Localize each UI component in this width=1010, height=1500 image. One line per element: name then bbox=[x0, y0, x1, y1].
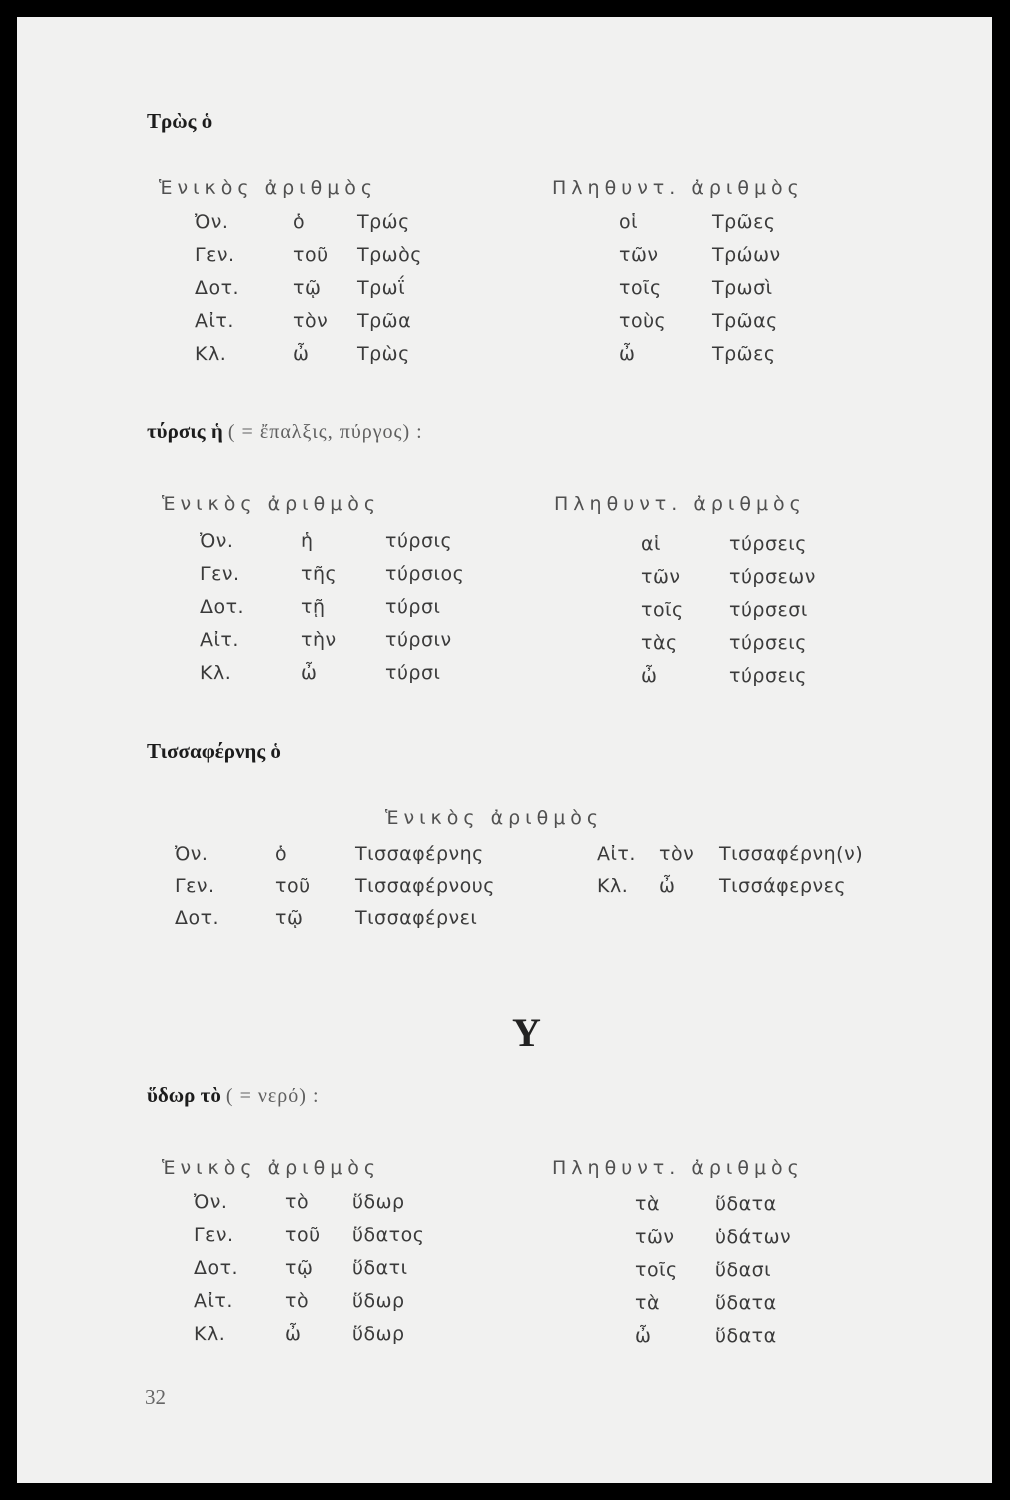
word-form: ὕδατι bbox=[352, 1257, 408, 1279]
word-form: τύρσι bbox=[385, 596, 441, 618]
case-label: Αἰτ. bbox=[194, 1290, 233, 1312]
word-form: Τισσαφέρνει bbox=[355, 907, 478, 929]
word-form: τύρσις bbox=[385, 530, 453, 552]
entry-headword: τύρσις ἡ bbox=[147, 419, 223, 443]
book-page bbox=[17, 17, 992, 1483]
case-label: Δοτ. bbox=[200, 596, 245, 618]
word-form: Τισσαφέρνους bbox=[355, 875, 495, 897]
singular-header: Ἑνικὸς ἀριθμὸς bbox=[162, 1157, 381, 1179]
case-label: Ὀν. bbox=[195, 211, 229, 233]
word-form: Τρωὸς bbox=[357, 244, 422, 266]
case-label: Ὀν. bbox=[175, 843, 209, 865]
article: ἡ bbox=[301, 530, 314, 552]
article: ὁ bbox=[275, 843, 288, 865]
word-form: ὕδατα bbox=[715, 1325, 777, 1347]
word-form: ὕδατα bbox=[715, 1193, 777, 1215]
word-form: Τισσαφέρνης bbox=[355, 843, 484, 865]
case-label: Δοτ. bbox=[175, 907, 220, 929]
singular-header: Ἑνικὸς ἀριθμὸς bbox=[159, 177, 378, 199]
entry-headword: Τισσαφέρνης ὁ bbox=[147, 739, 281, 763]
article: τὰ bbox=[635, 1193, 660, 1215]
word-form: Τρωσὶ bbox=[712, 277, 773, 299]
article: ὁ bbox=[293, 211, 306, 233]
case-label: Δοτ. bbox=[195, 277, 240, 299]
word-form: ὕδατα bbox=[715, 1292, 777, 1314]
case-label: Γεν. bbox=[200, 563, 240, 585]
article: τῇ bbox=[301, 596, 326, 618]
article: ὦ bbox=[641, 665, 658, 687]
article: τὰ bbox=[635, 1292, 660, 1314]
article: ὦ bbox=[301, 662, 318, 684]
case-label: Κλ. bbox=[597, 875, 629, 897]
word-form: ὕδωρ bbox=[352, 1323, 405, 1345]
plural-header: Πληθυντ. ἀριθμὸς bbox=[554, 493, 806, 515]
word-form: τύρσεις bbox=[729, 533, 807, 555]
article: τοῖς bbox=[635, 1259, 678, 1281]
case-label: Κλ. bbox=[195, 343, 227, 365]
plural-header: Πληθυντ. ἀριθμὸς bbox=[552, 1157, 804, 1179]
article: ὦ bbox=[659, 875, 676, 897]
word-form: ὕδασι bbox=[715, 1259, 772, 1281]
case-label: Ὀν. bbox=[194, 1191, 228, 1213]
article: τοῦ bbox=[293, 244, 329, 266]
word-form: τύρσεις bbox=[729, 632, 807, 654]
word-form: Τρῶες bbox=[712, 211, 776, 233]
word-form: τύρσεις bbox=[729, 665, 807, 687]
article: ὦ bbox=[293, 343, 310, 365]
case-label: Αἰτ. bbox=[195, 310, 234, 332]
entry-headword: ὕδωρ τὸ bbox=[147, 1083, 221, 1107]
case-label: Ὀν. bbox=[200, 530, 234, 552]
case-label: Αἰτ. bbox=[200, 629, 239, 651]
word-form: Τρῶας bbox=[712, 310, 778, 332]
entry-headline bbox=[147, 419, 423, 444]
case-label: Κλ. bbox=[200, 662, 232, 684]
article: τὴν bbox=[301, 629, 337, 651]
article: τῆς bbox=[301, 563, 338, 585]
article: αἱ bbox=[641, 533, 661, 555]
article: τοὺς bbox=[619, 310, 667, 332]
entry-headline bbox=[147, 1083, 320, 1108]
word-form: ὕδωρ bbox=[352, 1191, 405, 1213]
article: τῶν bbox=[641, 566, 681, 588]
article: ὦ bbox=[635, 1325, 652, 1347]
article: τῶν bbox=[635, 1226, 675, 1248]
article: τῶν bbox=[619, 244, 659, 266]
word-form: Τρώων bbox=[712, 244, 781, 266]
section-letter: Υ bbox=[512, 1010, 541, 1055]
article: τὸν bbox=[659, 843, 695, 865]
article: τοῖς bbox=[641, 599, 684, 621]
page-number: 32 bbox=[145, 1385, 166, 1409]
word-form: Τισσάφερνες bbox=[719, 875, 847, 897]
word-form: τύρσι bbox=[385, 662, 441, 684]
word-form: ὕδωρ bbox=[352, 1290, 405, 1312]
article: οἱ bbox=[619, 211, 639, 233]
entry-gloss: ( = ἔπαλξις, πύργος) : bbox=[227, 421, 423, 443]
word-form: Τρώς bbox=[357, 211, 410, 233]
plural-header: Πληθυντ. ἀριθμὸς bbox=[552, 177, 804, 199]
article: τὸν bbox=[293, 310, 329, 332]
word-form: τύρσεσι bbox=[729, 599, 808, 621]
entry-gloss: ( = νερό) : bbox=[225, 1085, 320, 1107]
case-label: Αἰτ. bbox=[597, 843, 636, 865]
singular-header: Ἑνικὸς ἀριθμὸς bbox=[385, 807, 604, 829]
word-form: τύρσιος bbox=[385, 563, 465, 585]
word-form: Τρῶα bbox=[357, 310, 412, 332]
article: τοῦ bbox=[285, 1224, 321, 1246]
case-label: Γεν. bbox=[195, 244, 235, 266]
article: τὸ bbox=[285, 1290, 310, 1312]
word-form: Τρῶες bbox=[712, 343, 776, 365]
word-form: τύρσεων bbox=[729, 566, 816, 588]
word-form: ὑδάτων bbox=[715, 1226, 792, 1248]
case-label: Γεν. bbox=[175, 875, 215, 897]
article: τοῖς bbox=[619, 277, 662, 299]
article: τῷ bbox=[293, 277, 322, 299]
entry-headword: Τρὼς ὁ bbox=[147, 109, 213, 133]
article: τῷ bbox=[285, 1257, 314, 1279]
article: ὦ bbox=[619, 343, 636, 365]
article: ὦ bbox=[285, 1323, 302, 1345]
case-label: Κλ. bbox=[194, 1323, 226, 1345]
word-form: Τισσαφέρνη(ν) bbox=[719, 843, 864, 865]
article: τοῦ bbox=[275, 875, 311, 897]
word-form: τύρσιν bbox=[385, 629, 452, 651]
article: τῷ bbox=[275, 907, 304, 929]
case-label: Δοτ. bbox=[194, 1257, 239, 1279]
case-label: Γεν. bbox=[194, 1224, 234, 1246]
singular-header: Ἑνικὸς ἀριθμὸς bbox=[162, 493, 381, 515]
article: τὰς bbox=[641, 632, 678, 654]
word-form: Τρὼς bbox=[357, 343, 410, 365]
word-form: ὕδατος bbox=[352, 1224, 425, 1246]
word-form: Τρωΐ bbox=[357, 277, 406, 299]
article: τὸ bbox=[285, 1191, 310, 1213]
